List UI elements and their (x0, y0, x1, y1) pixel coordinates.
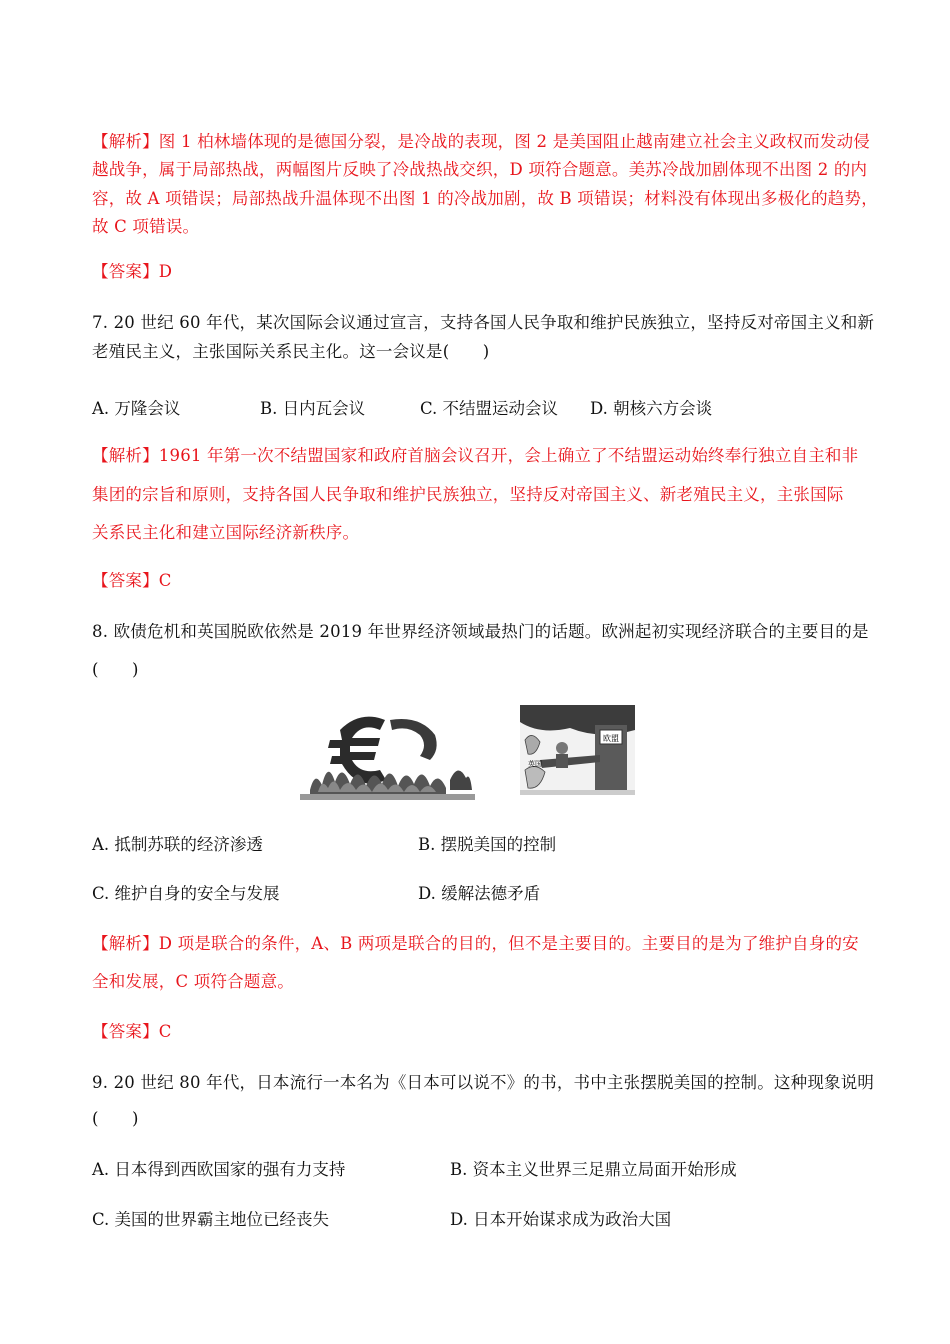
question-9-option-a: A. 日本得到西欧国家的强有力支持 (92, 1160, 346, 1179)
cartoon-images (300, 700, 640, 800)
figure-label: 英国 (528, 760, 542, 768)
question-8-option-a: A. 抵制苏联的经济渗透 (92, 835, 263, 854)
question-9-option-d: D. 日本开始谋求成为政治大国 (450, 1210, 672, 1229)
question-7-option-b: B. 日内瓦会议 (260, 399, 366, 418)
question-8-option-d: D. 缓解法德矛盾 (418, 884, 541, 903)
question-9-text: ( ) (92, 1109, 139, 1128)
answer-line: 【答案】C (92, 1022, 172, 1041)
analysis-line: 容，故 A 项错误；局部热战升温体现不出图 1 的冷战加剧，故 B 项错误；材料没有体现出多极化的趋势， (92, 189, 878, 208)
analysis-line: 全和发展，C 项符合题意。 (92, 972, 294, 991)
analysis-line: 故 C 项错误。 (92, 217, 200, 236)
analysis-line: 越战争，属于局部热战，两幅图片反映了冷战热战交织，D 项符合题意。美苏冷战加剧体现不出图 2 的内 (92, 160, 868, 179)
tree-label: 欧盟 (603, 734, 619, 743)
analysis-line: 【解析】1961 年第一次不结盟国家和政府首脑会议召开，会上确立了不结盟运动始终奉行独立自主和非 (92, 446, 859, 465)
question-7-text: 老殖民主义，主张国际关系民主化。这一会议是( ) (92, 342, 490, 361)
analysis-line: 【解析】D 项是联合的条件，A、B 两项是联合的目的，但不是主要目的。主要目的是为了维护自身的安 (92, 934, 859, 953)
question-9-option-c: C. 美国的世界霸主地位已经丧失 (92, 1210, 330, 1229)
euro-fire-cartoon (300, 700, 475, 800)
analysis-line: 集团的宗旨和原则，支持各国人民争取和维护民族独立，坚持反对帝国主义、新老殖民主义，主张国际 (92, 485, 844, 504)
analysis-line: 【解析】图 1 柏林墙体现的是德国分裂，是冷战的表现，图 2 是美国阻止越南建立社会主义政权而发动侵 (92, 132, 870, 151)
question-8-text: ( ) (92, 660, 139, 679)
question-9-option-b: B. 资本主义世界三足鼎立局面开始形成 (450, 1160, 737, 1179)
question-7-option-c: C. 不结盟运动会议 (420, 399, 559, 418)
answer-line: 【答案】C (92, 571, 172, 590)
answer-line: 【答案】D (92, 262, 173, 281)
question-8-option-b: B. 摆脱美国的控制 (418, 835, 557, 854)
question-8-text: 8. 欧债危机和英国脱欧依然是 2019 年世界经济领域最热门的话题。欧洲起初实现经济联合的主要目的是 (92, 622, 869, 641)
question-9-text: 9. 20 世纪 80 年代，日本流行一本名为《日本可以说不》的书，书中主张摆脱美国的控制。这种现象说明 (92, 1073, 875, 1092)
question-8-figure (300, 700, 640, 800)
question-7-option-a: A. 万隆会议 (92, 399, 181, 418)
question-7-option-d: D. 朝核六方会谈 (590, 399, 713, 418)
eu-tree-cartoon (520, 705, 635, 795)
question-8-option-c: C. 维护自身的安全与发展 (92, 884, 280, 903)
question-7-text: 7. 20 世纪 60 年代，某次国际会议通过宣言，支持各国人民争取和维护民族独立，坚持反对帝国主义和新 (92, 313, 875, 332)
analysis-line: 关系民主化和建立国际经济新秩序。 (92, 523, 360, 542)
